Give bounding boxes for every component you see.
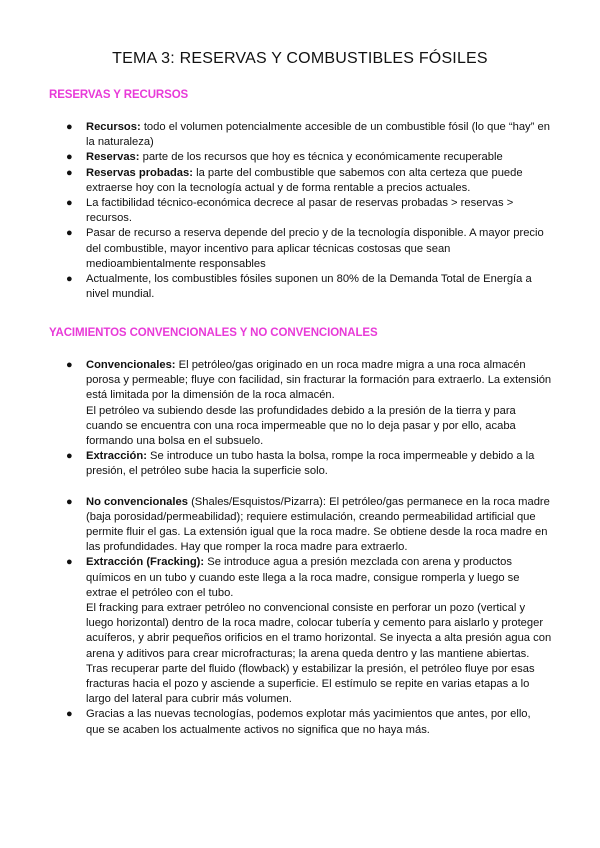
item-text: parte de los recursos que hoy es técnica y económicamente recuperable [139,151,503,164]
bullet-icon: ● [66,151,73,164]
item-text: la parte del combustible que sabemos con alta certeza que puede extraerse hoy con la tecnología actual y de forma rentable a precios actuales. [86,166,523,194]
bullet-icon: ● [66,227,73,240]
term-label: Reservas: [86,151,140,164]
bullet-icon: ● [66,495,73,508]
item-paragraph: El fracking para extraer petróleo no convencional consiste en perforar un pozo (vertical y luego horizontal) dentro de la roca madre, colocar tubería y cemento para aislarlo y proteger acuíferos, y abrir pequeños orificios en el tramo horizontal. Se inyecta a alta presión agua con arena y aditivos para crear microfracturas; la arena queda dentro y las mantiene abiertas. Tras recuperar parte del fluido (flowback) y estabilizar la presión, el petróleo fluye por esas fracturas hacia el pozo y asciende a superficie. El estímulo se repite en varias etapas a lo largo del lateral para cubrir más volumen. [86,602,552,706]
list-item-actualmente [0,272,600,302]
section-heading-reservas: RESERVAS Y RECURSOS [49,89,189,101]
term-label: No convencionales [86,495,188,508]
list-item-extraccion-fracking [0,555,600,707]
bullet-icon: ● [66,556,73,569]
item-text: (Shales/Esquistos/Pizarra): El petróleo/gas permanece en la roca madre (baja porosidad/permeabilidad); requiere estimulación, creando permeabilidad artificial que permite fluir el gas. La extensión igual que la roca madre. Se obtiene desde la roca madre en las profundidades. Hay que romper la roca madre para extraerlo. [86,495,550,554]
section-heading-yacimientos: YACIMIENTOS CONVENCIONALES Y NO CONVENCIONALES [49,327,378,339]
item-text: La factibilidad técnico-económica decrece al pasar de reservas probadas > reservas > recursos. [86,197,514,225]
list-item-reservas [0,150,600,165]
item-text: Gracias a las nuevas tecnologías, podemos explotar más yacimientos que antes, por ello, que se acaben los actualmente activos no significa que no haya más. [86,708,531,736]
term-label: Convencionales: [86,359,176,371]
yacimientos-list [0,358,600,738]
bullet-icon: ● [66,708,73,721]
list-item-reservas-probadas [0,166,600,196]
item-paragraph: El petróleo va subiendo desde las profundidades debido a la presión de la tierra y para cuando se encuentra con una roca impermeable que no lo deja pasar y por ello, acaba formando una bolsa en el subsuelo. [86,404,516,448]
item-text: Se introduce agua a presión mezclada con arena y productos químicos en un tubo y cuando este llega a la roca madre, consigue romperla y luego se extrae el petróleo con el tubo. [86,556,520,599]
item-text: todo el volumen potencialmente accesible de un combustible fósil (lo que “hay” en la naturaleza) [86,121,550,149]
bullet-icon: ● [66,273,73,286]
term-label: Recursos: [86,121,141,133]
list-item-recursos [0,120,600,150]
list-item-nuevas-tecnologias [0,707,600,737]
reservas-list [0,120,600,302]
term-label: Extracción: [86,450,147,463]
list-spacer [0,480,600,495]
item-text: Actualmente, los combustibles fósiles suponen un 80% de la Demanda Total de Energía a nivel mundial. [86,273,532,301]
bullet-icon: ● [66,450,73,463]
list-item-convencionales [0,358,600,449]
item-text: El petróleo/gas originado en un roca madre migra a una roca almacén porosa y permeable; fluye con facilidad, sin fracturar la formación para extraerlo. La extensión está limitada por la dimensión de la roca almacén. [86,359,552,402]
page-title: TEMA 3: RESERVAS Y COMBUSTIBLES FÓSILES [112,50,488,67]
term-label: Reservas probadas: [86,166,193,179]
bullet-icon: ● [66,359,73,371]
term-label: Extracción (Fracking): [86,556,205,569]
item-text: Pasar de recurso a reserva depende del precio y de la tecnología disponible. A mayor precio del combustible, mayor incentivo para aplicar técnicas costosas que sean medioambientalmente responsables [86,227,544,270]
bullet-icon: ● [66,197,73,210]
item-text: Se introduce un tubo hasta la bolsa, rompe la roca impermeable y debido a la presión, el petróleo sube hacia la superficie solo. [86,450,535,478]
bullet-icon: ● [66,166,73,179]
list-item-recurso-a-reserva [0,226,600,272]
list-item-factibilidad [0,196,600,226]
bullet-icon: ● [66,121,73,133]
list-item-extraccion [0,449,600,479]
list-item-no-convencionales [0,495,600,556]
